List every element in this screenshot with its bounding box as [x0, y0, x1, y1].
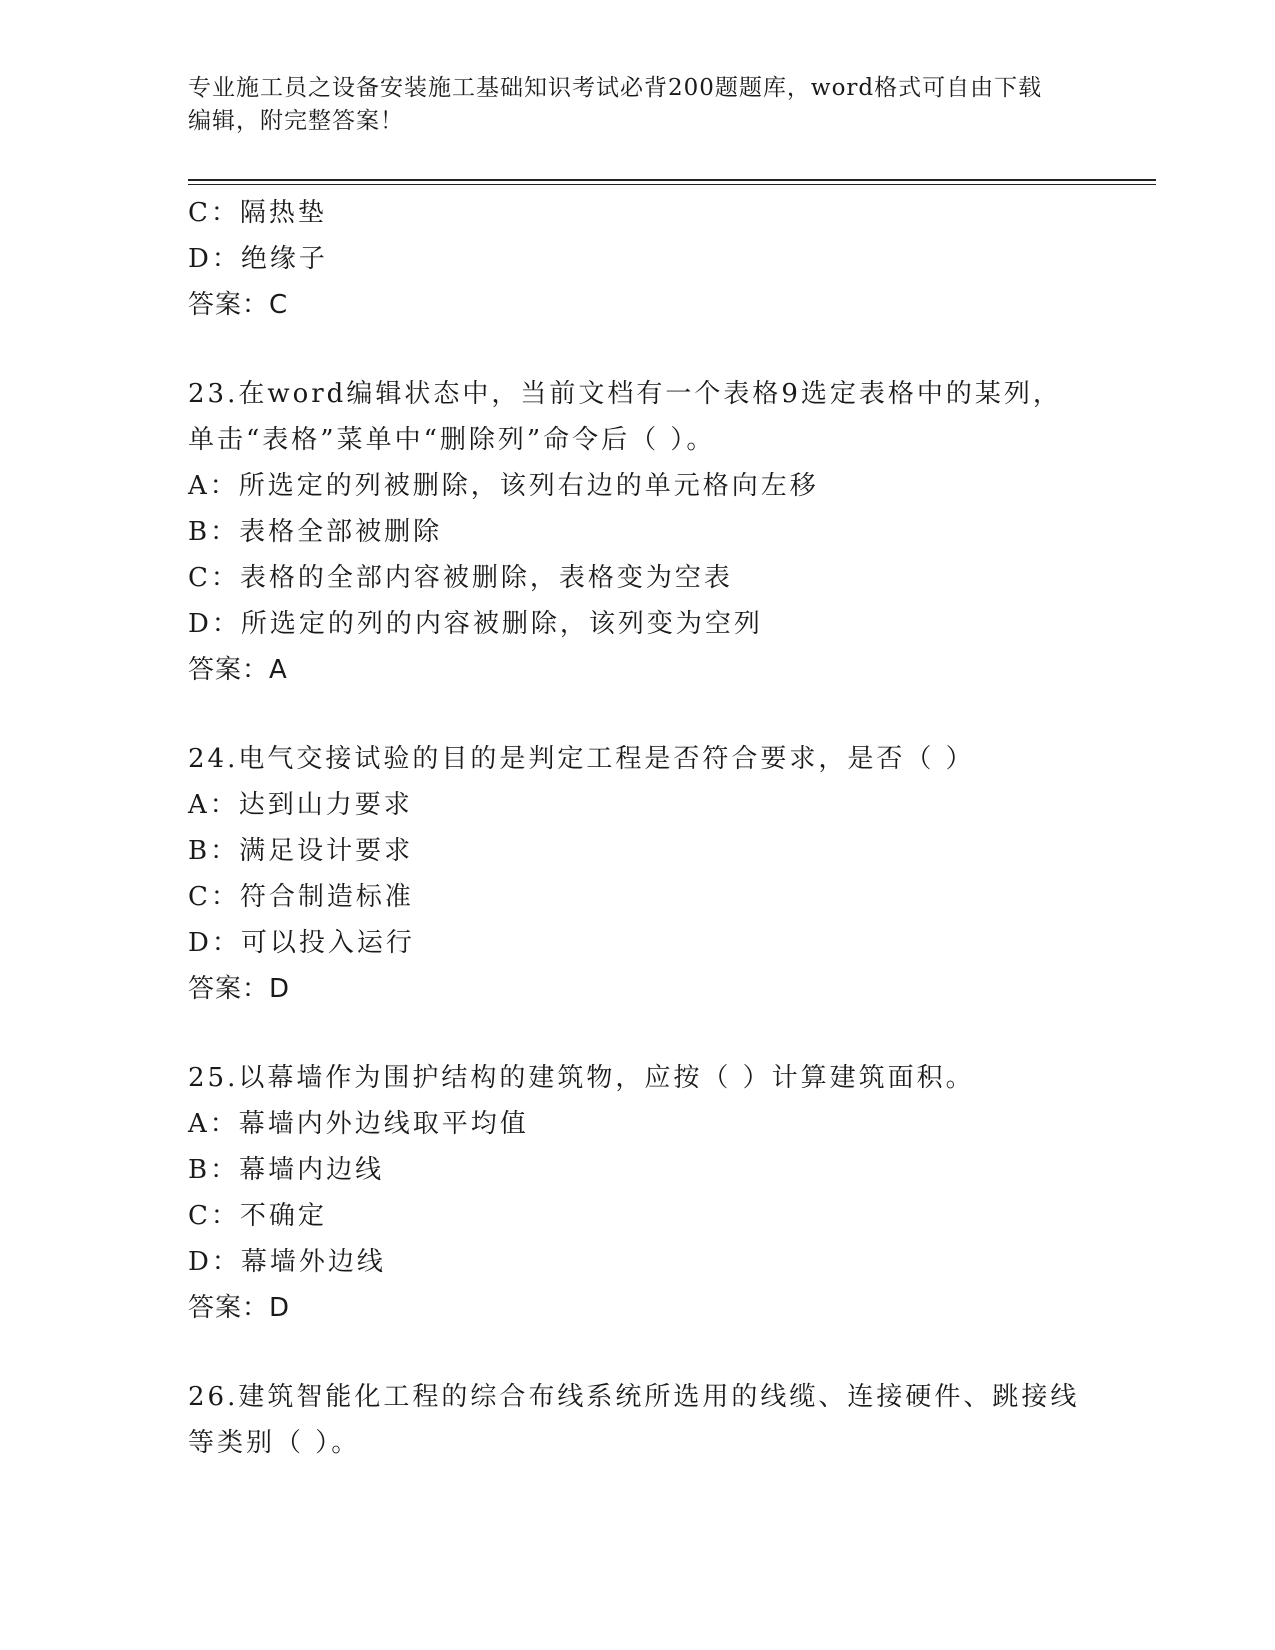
option-c: C：表格的全部内容被删除，表格变为空表	[188, 563, 733, 593]
option-c: C：不确定	[188, 1201, 327, 1231]
option-d: D：可以投入运行	[188, 928, 415, 958]
answer: 答案：C	[188, 290, 289, 320]
answer: 答案：D	[188, 974, 291, 1004]
question-23	[188, 371, 1088, 693]
header-divider	[188, 179, 1156, 184]
document-body	[188, 190, 1088, 1466]
header-line-2: 编辑，附完整答案！	[188, 108, 404, 134]
option-b: B：幕墙内边线	[188, 1155, 385, 1185]
option-d: D：绝缘子	[188, 244, 328, 274]
option-b: B：表格全部被删除	[188, 517, 443, 547]
option-d: D：幕墙外边线	[188, 1247, 386, 1277]
question-22-tail	[188, 190, 1088, 328]
option-a: A：所选定的列被删除，该列右边的单元格向左移	[188, 471, 819, 501]
answer: 答案：A	[188, 655, 288, 685]
option-d: D：所选定的列的内容被删除，该列变为空列	[188, 609, 763, 639]
option-a: A：幕墙内外边线取平均值	[188, 1109, 529, 1139]
answer: 答案：D	[188, 1293, 291, 1323]
option-c: C：隔热垫	[188, 198, 327, 228]
question-stem: 25.以幕墙作为围护结构的建筑物，应按（ ）计算建筑面积。	[188, 1063, 975, 1093]
question-24	[188, 736, 1088, 1012]
option-a: A：达到山力要求	[188, 790, 413, 820]
question-stem: 26.建筑智能化工程的综合布线系统所选用的线缆、连接硬件、跳接线	[188, 1382, 1080, 1412]
option-c: C：符合制造标准	[188, 882, 414, 912]
question-26	[188, 1374, 1088, 1466]
question-stem: 单击“表格”菜单中“删除列”命令后（ ）。	[188, 425, 716, 455]
option-b: B：满足设计要求	[188, 836, 414, 866]
question-25	[188, 1055, 1088, 1331]
document-header	[188, 72, 1088, 138]
question-stem: 等类别（ ）。	[188, 1428, 361, 1458]
header-line-1: 专业施工员之设备安装施工基础知识考试必背200题题库，word格式可自由下载	[188, 75, 1043, 101]
question-stem: 23.在word编辑状态中，当前文档有一个表格9选定表格中的某列，	[188, 379, 1062, 409]
question-stem: 24.电气交接试验的目的是判定工程是否符合要求，是否（ ）	[188, 744, 975, 774]
